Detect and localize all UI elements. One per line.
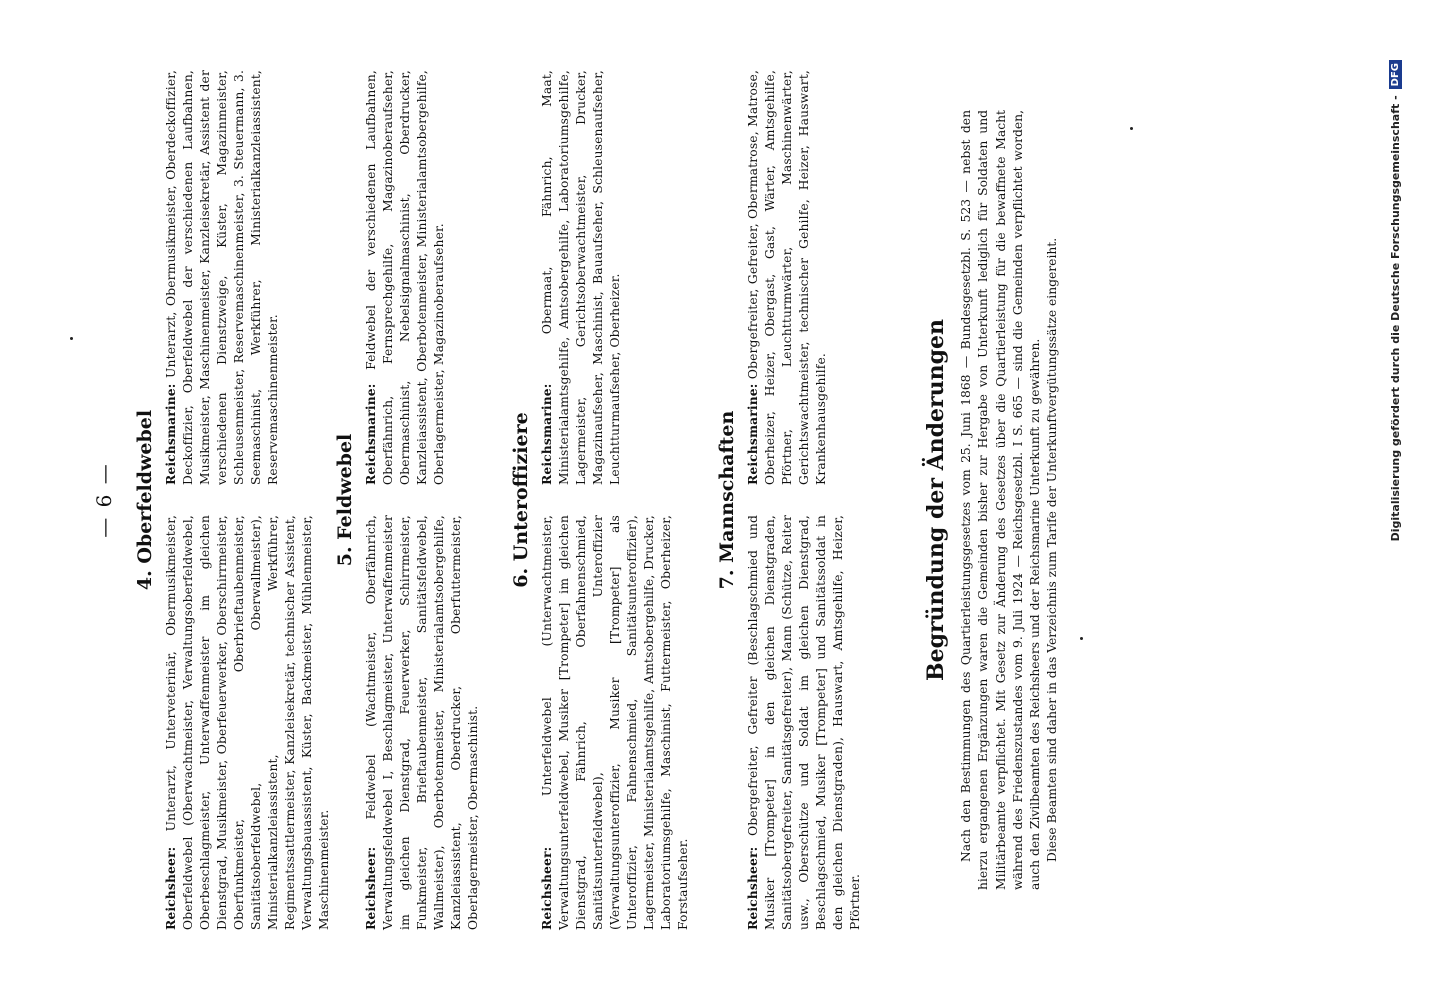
reichsheer-label: Reichsheer:: [539, 846, 554, 930]
document-page: [50, 70, 1230, 930]
section-mannschaften: [712, 69, 862, 930]
reichsmarine-column: [744, 70, 864, 485]
section-unteroffiziere: [506, 70, 690, 930]
section-heading: 5. Feldwebel: [334, 433, 356, 567]
reichsmarine-text: Obergefreiter, Gefreiter, Obermatrose, Matrose, Oberheizer, Heizer, Obergast, Gast, Wärter, Amtsgehilfe, Pförtner, Leuchtturmwärter, Maschinenwärter, Gerichtswachtmeister, technischer Gehilfe, Heizer, Hauswart, Krankenhausgehilfe.: [746, 69, 828, 485]
reichsmarine-column: [162, 70, 302, 485]
section-feldwebel: [330, 70, 480, 930]
section-columns: [162, 69, 331, 930]
section-heading: 6. Unteroffiziere: [510, 412, 532, 588]
section-columns: [538, 70, 692, 930]
reichsheer-text: Unterarzt, Unterveterinär, Obermusikmeister, Oberfeldwebel (Oberwachtmeister, Verwaltungsoberfeldwebel, Oberbeschlagmeister, Unterwaffenmeister im gleichen Dienstgrad, Musikmeister, Oberfeuerwerker, Oberschirrmeister, Oberfunkmeister, Oberbrieftaubenmeister, Sanitätsoberfeldwebel, Oberwallmeister), Ministerialkanzleiassistent, Werkführer, Regimentssattlermeister, Kanzleisekretär, technischer Assistent, Verwaltungsbauassistent, Küster, Backmeister, Mühlenmeister, Maschinenmeister.: [164, 515, 331, 930]
reichsheer-text: Feldwebel (Wachtmeister, Oberfähnrich, Verwaltungsfeldwebel I, Beschlagmeister, Unterwaffenmeister im gleichen Dienstgrad, Feuerwerker, Schirrmeister, Funkmeister, Brieftaubenmeister, Sanitätsfeldwebel, Wallmeister), Oberbotenmeister, Ministerialamtsobergehilfe, Kanzleiassistent, Oberdrucker, Oberfuttermeister, Oberlagermeister, Obermaschinist.: [364, 514, 480, 930]
reichsmarine-label: Reichsmarine:: [745, 383, 760, 485]
reichsheer-column: [744, 515, 864, 930]
scan-speck: [1080, 637, 1083, 640]
reichsheer-column: [538, 515, 692, 930]
section-oberfeldwebel: [130, 69, 331, 930]
reichsmarine-text: Obermaat, Fähnrich, Maat, Ministerialamtsgehilfe, Amtsobergehilfe, Laboratoriumsgehilfe, Lagermeister, Gerichtsoberwachtmeister, Drucker, Magazinaufseher, Maschinist, Bauaufseher, Schleusenaufseher, Leuchtturmaufseher, Oberheizer.: [540, 70, 622, 485]
reichsmarine-column: [362, 70, 482, 485]
reichsheer-label: Reichsheer:: [363, 846, 378, 930]
scan-speck: [70, 337, 73, 340]
dfg-logo: DFG: [1389, 60, 1402, 89]
reichsheer-column: [362, 515, 482, 930]
reichsheer-text: Unterfeldwebel (Unterwachtmeister, Verwaltungsunterfeldwebel, Musiker [Trompeter] im gleichen Dienstgrad, Fähnrich, Oberfahnenschmied, Sanitätsunterfeldwebel), Unteroffizier (Verwaltungsunteroffizier, Musiker [Trompeter] als Unteroffizier, Fahnenschmied, Sanitätsunteroffizier), Lagermeister, Ministerialamtsgehilfe, Amtsobergehilfe, Drucker, Laboratoriumsgehilfe, Maschinist, Futtermeister, Oberheizer, Forstaufseher.: [540, 514, 690, 930]
reichsheer-label: Reichsheer:: [163, 846, 178, 930]
reichsheer-text: Obergefreiter, Gefreiter (Beschlagschmied und Musiker [Trompeter] in den gleichen Dienstgraden, Sanitätsobergefreiter, Sanitätsgefreiter), Mann (Schütze, Reiter usw., Oberschütze und Soldat im gleichen Dienstgrad, Beschlagschmied, Musiker [Trompeter] und Sanitätssoldat in den gleichen Dienstgraden), Hauswart, Amtsgehilfe, Heizer, Pförtner.: [746, 515, 862, 930]
footer-text: Digitalisierung gefördert durch die Deutsche Forschungsgemeinschaft -: [1388, 95, 1402, 542]
begruendung-title: Begründung der Änderungen: [923, 319, 949, 682]
scan-speck: [1130, 127, 1133, 130]
begruendung-paragraph: Nach den Bestimmungen des Quartierleistungsgesetzes vom 25. Juni 1868 — Bundesgesetzbl. S. 523 — nebst den hierzu ergangenen Ergänzungen waren die Gemeinden bisher zur Hergabe von Unterkunft lediglich für Soldaten und Militärbeamte verpflichtet. Mit Gesetz zur Änderung des Gesetzes über die Quartierleistung für die bewaffnete Macht während des Friedenszustandes vom 9. Juli 1924 — Reichsgesetzbl. I S. 665 — sind die Gemeinden verpflichtet worden, auch den Zivilbeamten des Reichsheers und der Reichsmarine Unterkunft zu gewähren.: [959, 110, 1043, 890]
reichsmarine-text: Unterarzt, Obermusikmeister, Oberdeckoffizier, Deckoffizier, Oberfeldwebel der verschiedenen Laufbahnen, Musikmeister, Maschinenmeister, Kanzleisekretär, Assistent der verschiedenen Dienstzweige, Küster, Magazinmeister, Schleusenmeister, Reservemaschinenmeister, 3. Steuermann, 3. Seemaschinist, Werkführer, Ministerialkanzleiassistent, Reservemaschinenmeister.: [164, 69, 280, 485]
section-heading: 7. Mannschaften: [716, 410, 738, 590]
begruendung-section: [918, 70, 1062, 930]
reichsheer-column: [162, 515, 331, 930]
reichsmarine-label: Reichsmarine:: [363, 383, 378, 485]
reichsmarine-label: Reichsmarine:: [539, 383, 554, 485]
reichsmarine-column: [538, 70, 692, 485]
section-heading: 4. Oberfeldwebel: [134, 409, 156, 591]
page-number: — 6 —: [92, 462, 116, 538]
section-columns: [362, 70, 482, 930]
digitization-footer: [1382, 60, 1408, 890]
reichsmarine-text: Feldwebel der verschiedenen Laufbahnen, Oberfähnrich, Fernsprechgehilfe, Magazinoberaufseher, Obermaschinist, Nebelsignalmaschinist, Oberdrucker, Kanzleiassistent, Oberbotenmeister, Ministerialamtsobergehilfe, Oberlagermeister, Magazinoberaufseher.: [364, 70, 446, 485]
begruendung-paragraph: Diese Beamten sind daher in das Verzeichnis zum Tarife der Unterkunftvergütungssätze eingereiht.: [1045, 237, 1060, 862]
reichsheer-label: Reichsheer:: [745, 846, 760, 930]
section-columns: [744, 70, 864, 930]
reichsmarine-label: Reichsmarine:: [163, 383, 178, 485]
